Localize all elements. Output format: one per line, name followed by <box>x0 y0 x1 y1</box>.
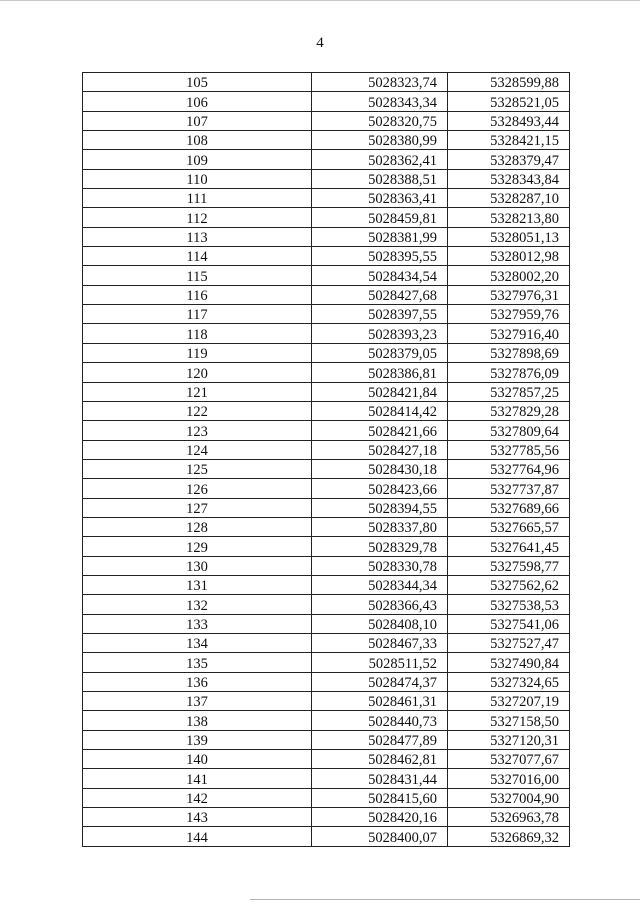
table-row <box>83 517 570 536</box>
x-coordinate-cell: 5028477,89 <box>312 730 448 749</box>
x-coordinate-cell: 5028420,16 <box>312 808 448 827</box>
table-row <box>83 614 570 633</box>
table-row <box>83 189 570 208</box>
x-coordinate-cell: 5028366,43 <box>312 595 448 614</box>
y-coordinate-cell: 5327541,06 <box>448 614 570 633</box>
x-coordinate-cell: 5028415,60 <box>312 788 448 807</box>
y-coordinate-cell: 5328599,88 <box>448 73 570 92</box>
y-coordinate-cell: 5327829,28 <box>448 401 570 420</box>
y-coordinate-cell: 5328287,10 <box>448 189 570 208</box>
x-coordinate-cell: 5028430,18 <box>312 459 448 478</box>
point-number-cell: 134 <box>83 633 312 652</box>
table-row <box>83 750 570 769</box>
point-number-cell: 114 <box>83 247 312 266</box>
x-coordinate-cell: 5028388,51 <box>312 169 448 188</box>
table-row <box>83 459 570 478</box>
x-coordinate-cell: 5028337,80 <box>312 517 448 536</box>
table-row <box>83 73 570 92</box>
point-number-cell: 119 <box>83 343 312 362</box>
y-coordinate-cell: 5327207,19 <box>448 692 570 711</box>
table-row <box>83 788 570 807</box>
point-number-cell: 113 <box>83 227 312 246</box>
point-number-cell: 124 <box>83 440 312 459</box>
y-coordinate-cell: 5326869,32 <box>448 827 570 846</box>
point-number-cell: 112 <box>83 208 312 227</box>
point-number-cell: 125 <box>83 459 312 478</box>
table-row <box>83 711 570 730</box>
x-coordinate-cell: 5028427,18 <box>312 440 448 459</box>
point-number-cell: 110 <box>83 169 312 188</box>
table-row <box>83 150 570 169</box>
y-coordinate-cell: 5328493,44 <box>448 111 570 130</box>
x-coordinate-cell: 5028394,55 <box>312 498 448 517</box>
y-coordinate-cell: 5327490,84 <box>448 653 570 672</box>
table-row <box>83 730 570 749</box>
point-number-cell: 126 <box>83 479 312 498</box>
x-coordinate-cell: 5028329,78 <box>312 537 448 556</box>
y-coordinate-cell: 5328002,20 <box>448 266 570 285</box>
point-number-cell: 138 <box>83 711 312 730</box>
table-row <box>83 479 570 498</box>
point-number-cell: 121 <box>83 382 312 401</box>
point-number-cell: 143 <box>83 808 312 827</box>
point-number-cell: 123 <box>83 421 312 440</box>
y-coordinate-cell: 5327689,66 <box>448 498 570 517</box>
point-number-cell: 129 <box>83 537 312 556</box>
table-row <box>83 111 570 130</box>
y-coordinate-cell: 5327785,56 <box>448 440 570 459</box>
table-row <box>83 131 570 150</box>
x-coordinate-cell: 5028323,74 <box>312 73 448 92</box>
table-row <box>83 401 570 420</box>
point-number-cell: 106 <box>83 92 312 111</box>
y-coordinate-cell: 5327809,64 <box>448 421 570 440</box>
y-coordinate-cell: 5327641,45 <box>448 537 570 556</box>
y-coordinate-cell: 5327562,62 <box>448 575 570 594</box>
y-coordinate-cell: 5328421,15 <box>448 131 570 150</box>
point-number-cell: 142 <box>83 788 312 807</box>
top-edge-rule <box>0 0 640 1</box>
point-number-cell: 116 <box>83 285 312 304</box>
x-coordinate-cell: 5028380,99 <box>312 131 448 150</box>
y-coordinate-cell: 5327976,31 <box>448 285 570 304</box>
x-coordinate-cell: 5028467,33 <box>312 633 448 652</box>
table-row <box>83 421 570 440</box>
table-row <box>83 808 570 827</box>
x-coordinate-cell: 5028511,52 <box>312 653 448 672</box>
y-coordinate-cell: 5327004,90 <box>448 788 570 807</box>
table-row <box>83 247 570 266</box>
table-row <box>83 169 570 188</box>
table-row <box>83 575 570 594</box>
x-coordinate-cell: 5028474,37 <box>312 672 448 691</box>
x-coordinate-cell: 5028344,34 <box>312 575 448 594</box>
table-row <box>83 440 570 459</box>
table-row <box>83 692 570 711</box>
point-number-cell: 131 <box>83 575 312 594</box>
y-coordinate-cell: 5327876,09 <box>448 363 570 382</box>
x-coordinate-cell: 5028343,34 <box>312 92 448 111</box>
x-coordinate-cell: 5028320,75 <box>312 111 448 130</box>
x-coordinate-cell: 5028362,41 <box>312 150 448 169</box>
point-number-cell: 120 <box>83 363 312 382</box>
x-coordinate-cell: 5028393,23 <box>312 324 448 343</box>
table-row <box>83 227 570 246</box>
y-coordinate-cell: 5328521,05 <box>448 92 570 111</box>
y-coordinate-cell: 5327538,53 <box>448 595 570 614</box>
x-coordinate-cell: 5028431,44 <box>312 769 448 788</box>
x-coordinate-cell: 5028421,66 <box>312 421 448 440</box>
table-row <box>83 653 570 672</box>
y-coordinate-cell: 5327857,25 <box>448 382 570 401</box>
point-number-cell: 128 <box>83 517 312 536</box>
y-coordinate-cell: 5328343,84 <box>448 169 570 188</box>
table-row <box>83 537 570 556</box>
x-coordinate-cell: 5028423,66 <box>312 479 448 498</box>
point-number-cell: 139 <box>83 730 312 749</box>
table-row <box>83 92 570 111</box>
point-number-cell: 132 <box>83 595 312 614</box>
y-coordinate-cell: 5327598,77 <box>448 556 570 575</box>
table-row <box>83 208 570 227</box>
table-row <box>83 827 570 846</box>
table-row <box>83 382 570 401</box>
point-number-cell: 133 <box>83 614 312 633</box>
y-coordinate-cell: 5327959,76 <box>448 305 570 324</box>
y-coordinate-cell: 5327527,47 <box>448 633 570 652</box>
point-number-cell: 140 <box>83 750 312 769</box>
table-row <box>83 324 570 343</box>
y-coordinate-cell: 5328012,98 <box>448 247 570 266</box>
table-row <box>83 285 570 304</box>
point-number-cell: 105 <box>83 73 312 92</box>
y-coordinate-cell: 5327916,40 <box>448 324 570 343</box>
point-number-cell: 137 <box>83 692 312 711</box>
y-coordinate-cell: 5326963,78 <box>448 808 570 827</box>
table-row <box>83 266 570 285</box>
point-number-cell: 127 <box>83 498 312 517</box>
point-number-cell: 122 <box>83 401 312 420</box>
x-coordinate-cell: 5028386,81 <box>312 363 448 382</box>
point-number-cell: 118 <box>83 324 312 343</box>
point-number-cell: 144 <box>83 827 312 846</box>
table-row <box>83 305 570 324</box>
x-coordinate-cell: 5028440,73 <box>312 711 448 730</box>
x-coordinate-cell: 5028427,68 <box>312 285 448 304</box>
x-coordinate-cell: 5028363,41 <box>312 189 448 208</box>
x-coordinate-cell: 5028379,05 <box>312 343 448 362</box>
x-coordinate-cell: 5028397,55 <box>312 305 448 324</box>
y-coordinate-cell: 5327665,57 <box>448 517 570 536</box>
x-coordinate-cell: 5028459,81 <box>312 208 448 227</box>
table-row <box>83 363 570 382</box>
point-number-cell: 130 <box>83 556 312 575</box>
y-coordinate-cell: 5327898,69 <box>448 343 570 362</box>
x-coordinate-cell: 5028395,55 <box>312 247 448 266</box>
page-number: 4 <box>316 35 324 51</box>
point-number-cell: 115 <box>83 266 312 285</box>
x-coordinate-cell: 5028414,42 <box>312 401 448 420</box>
point-number-cell: 135 <box>83 653 312 672</box>
point-number-cell: 108 <box>83 131 312 150</box>
table-row <box>83 556 570 575</box>
table-row <box>83 343 570 362</box>
x-coordinate-cell: 5028408,10 <box>312 614 448 633</box>
point-number-cell: 141 <box>83 769 312 788</box>
x-coordinate-cell: 5028381,99 <box>312 227 448 246</box>
y-coordinate-cell: 5327120,31 <box>448 730 570 749</box>
x-coordinate-cell: 5028461,31 <box>312 692 448 711</box>
y-coordinate-cell: 5327016,00 <box>448 769 570 788</box>
table-row <box>83 633 570 652</box>
y-coordinate-cell: 5328213,80 <box>448 208 570 227</box>
x-coordinate-cell: 5028462,81 <box>312 750 448 769</box>
bottom-edge-rule <box>250 899 640 900</box>
x-coordinate-cell: 5028400,07 <box>312 827 448 846</box>
table-row <box>83 595 570 614</box>
y-coordinate-cell: 5327324,65 <box>448 672 570 691</box>
point-number-cell: 107 <box>83 111 312 130</box>
y-coordinate-cell: 5328051,13 <box>448 227 570 246</box>
y-coordinate-cell: 5328379,47 <box>448 150 570 169</box>
y-coordinate-cell: 5327077,67 <box>448 750 570 769</box>
point-number-cell: 136 <box>83 672 312 691</box>
table-row <box>83 498 570 517</box>
x-coordinate-cell: 5028330,78 <box>312 556 448 575</box>
x-coordinate-cell: 5028434,54 <box>312 266 448 285</box>
table-row <box>83 769 570 788</box>
y-coordinate-cell: 5327158,50 <box>448 711 570 730</box>
x-coordinate-cell: 5028421,84 <box>312 382 448 401</box>
coordinates-table <box>82 72 570 847</box>
point-number-cell: 117 <box>83 305 312 324</box>
y-coordinate-cell: 5327737,87 <box>448 479 570 498</box>
table-row <box>83 672 570 691</box>
y-coordinate-cell: 5327764,96 <box>448 459 570 478</box>
coordinates-table-body <box>83 73 570 847</box>
point-number-cell: 109 <box>83 150 312 169</box>
point-number-cell: 111 <box>83 189 312 208</box>
